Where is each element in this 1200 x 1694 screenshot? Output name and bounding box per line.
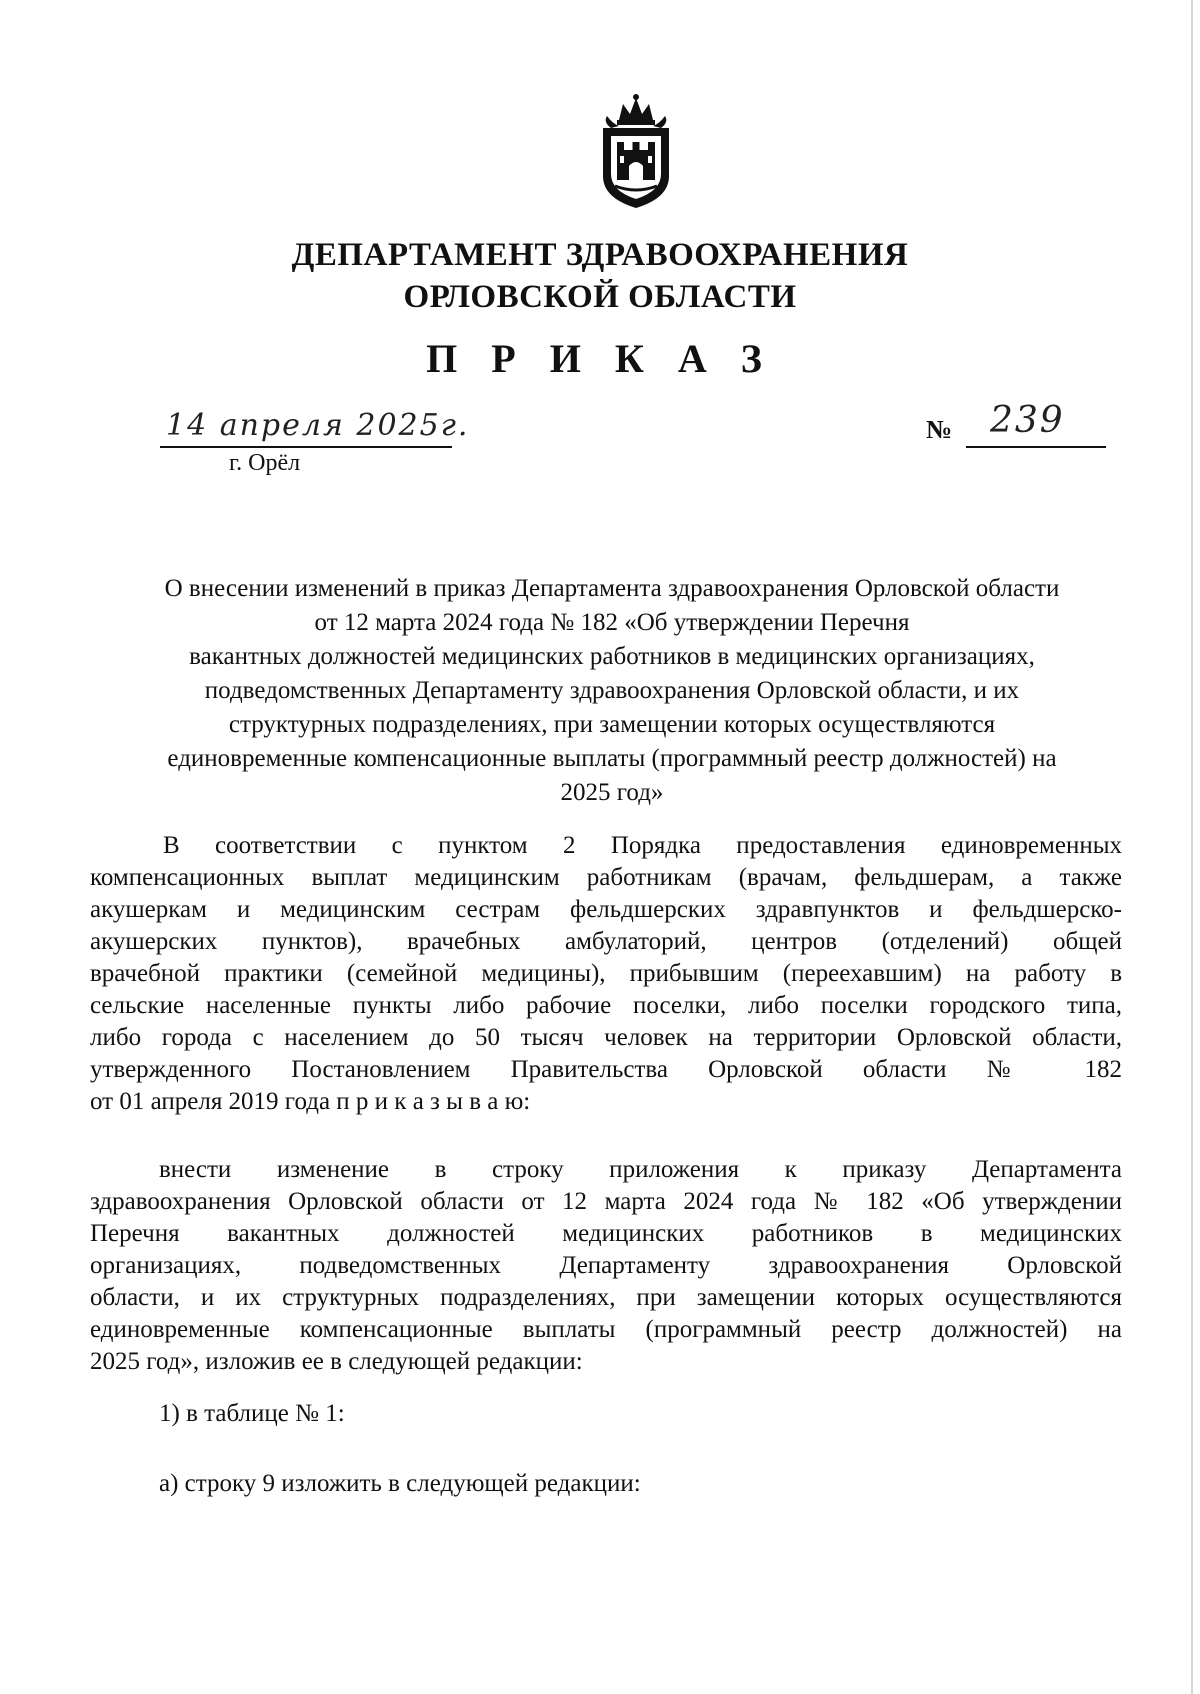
subject-line: вакантных должностей медицинских работников в медицинских организациях, bbox=[189, 643, 1035, 670]
subject-line: единовременные компенсационные выплаты (программный реестр должностей) на bbox=[167, 745, 1057, 772]
orel-region-coat-of-arms-icon bbox=[589, 92, 683, 210]
city-label: г. Орёл bbox=[229, 450, 301, 476]
paragraph-line: внести изменение в строку приложения к приказу Департамента bbox=[159, 1156, 1122, 1183]
paragraph-line: В соответствии с пунктом 2 Порядка предоставления единовременных bbox=[163, 832, 1122, 859]
paragraph-line: организациях, подведомственных Департаменту здравоохранения Орловской bbox=[90, 1252, 1122, 1279]
resolution-paragraph bbox=[90, 1154, 1122, 1378]
order-number-label: № bbox=[926, 415, 953, 444]
paragraph-line: единовременные компенсационные выплаты (программный реестр должностей) на bbox=[90, 1316, 1122, 1343]
department-name-line2: ОРЛОВСКОЙ ОБЛАСТИ bbox=[403, 279, 797, 315]
paragraph-line: Перечня вакантных должностей медицинских работников в медицинских bbox=[90, 1220, 1122, 1247]
subject-line: от 12 марта 2024 года № 182 «Об утверждении Перечня bbox=[314, 609, 910, 636]
paragraph-line: здравоохранения Орловской области от 12 марта 2024 года № 182 «Об утверждении bbox=[90, 1188, 1122, 1215]
preamble-paragraph bbox=[90, 830, 1122, 1118]
subject-line: 2025 год» bbox=[560, 779, 664, 806]
subject-line: структурных подразделениях, при замещении которых осуществляются bbox=[228, 711, 996, 738]
paragraph-line: либо города с населением до 50 тысяч человек на территории Орловской области, bbox=[90, 1024, 1122, 1051]
subject-line: О внесении изменений в приказ Департамента здравоохранения Орловской области bbox=[164, 575, 1060, 602]
list-item-table-1: 1) в таблице № 1: bbox=[159, 1400, 345, 1427]
paragraph-line: врачебной практики (семейной медицины), прибывшим (переехавшим) на работу в bbox=[90, 960, 1122, 987]
paragraph-line: акушерских пунктов), врачебных амбулаторий, центров (отделений) общей bbox=[90, 928, 1122, 955]
paragraph-line: 2025 год», изложив ее в следующей редакции: bbox=[90, 1348, 583, 1375]
list-item-row-9: а) строку 9 изложить в следующей редакции: bbox=[159, 1470, 641, 1497]
scan-edge-line bbox=[1191, 0, 1193, 1694]
document-type-title: П Р И К А З bbox=[426, 336, 774, 381]
paragraph-line: от 01 апреля 2019 года п р и к а з ы в а ю: bbox=[90, 1088, 531, 1115]
subject-line: подведомственных Департаменту здравоохранения Орловской области, и их bbox=[204, 677, 1020, 704]
order-number-handwritten: 239 bbox=[990, 400, 1065, 441]
date-underline bbox=[160, 446, 452, 448]
paragraph-line: утвержденного Постановлением Правительства Орловской области № 182 bbox=[90, 1056, 1122, 1083]
number-underline bbox=[966, 446, 1106, 448]
order-date-handwritten: 14 апреля 2025г. bbox=[166, 408, 470, 443]
paragraph-line: компенсационных выплат медицинским работникам (врачам, фельдшерам, а также bbox=[90, 864, 1122, 891]
paragraph-line: области, и их структурных подразделениях, при замещении которых осуществляются bbox=[90, 1284, 1122, 1311]
order-subject bbox=[96, 572, 1128, 810]
paragraph-line: сельские населенные пункты либо рабочие поселки, либо поселки городского типа, bbox=[90, 992, 1122, 1019]
department-name-line1: ДЕПАРТАМЕНТ ЗДРАВООХРАНЕНИЯ bbox=[291, 237, 909, 273]
paragraph-line: акушеркам и медицинским сестрам фельдшерских здравпунктов и фельдшерско- bbox=[90, 896, 1122, 923]
